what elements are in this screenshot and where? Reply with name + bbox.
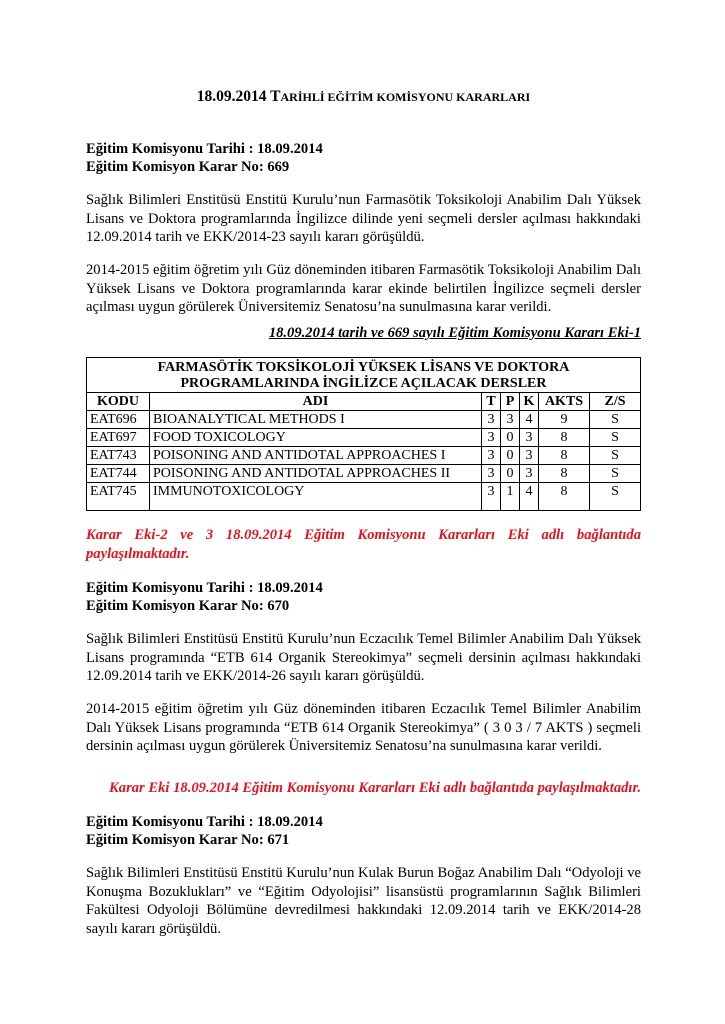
cell-p: 0 — [501, 447, 520, 465]
cell-zs: S — [590, 447, 641, 465]
cell-p: 0 — [501, 429, 520, 447]
paragraph-671-1: Sağlık Bilimleri Enstitüsü Enstitü Kurulu’nun Kulak Burun Boğaz Anabilim Dalı “Odyoloji ve Konuşma Bozuklukları” ve “Eğitim Odyolojisi” lisansüstü programlarının Sağlık Bilimleri Fakültesi Odyoloji Bölümüne devredilmesi hakkındaki 12.09.2014 tarih ve EKK/2014-28 sayılı kararı görüşüldü. — [86, 865, 641, 937]
table-heading-line2: PROGRAMLARINDA İNGİLİZCE AÇILACAK DERSLER — [180, 376, 547, 391]
cell-name: FOOD TOXICOLOGY — [150, 429, 482, 447]
cell-akts: 9 — [539, 411, 590, 429]
cell-zs: S — [590, 483, 641, 511]
col-zs: Z/S — [590, 393, 641, 411]
cell-code: EAT745 — [87, 483, 150, 511]
paragraph-670-2: 2014-2015 eğitim öğretim yılı Güz döneminden itibaren Eczacılık Temel Bilimler Anabilim Dalı Yüksek Lisans programında “ETB 614 Organik Stereokimya” ( 3 0 3 / 7 AKTS ) seçmeli dersinin açılması uygun görülerek Üniversitemiz Senatosu’na sunulmasına karar verildi. — [86, 701, 641, 754]
table-row — [87, 411, 641, 429]
red-note-670: Karar Eki 18.09.2014 Eğitim Komisyonu Kararları Eki adlı bağlantıda paylaşılmaktadır. — [109, 780, 641, 796]
red-note-annex-2-3: Karar Eki-2 ve 3 18.09.2014 Eğitim Komisyonu Kararları Eki adlı bağlantıda paylaşılmaktadır. — [86, 527, 641, 562]
cell-akts: 8 — [539, 465, 590, 483]
cell-zs: S — [590, 411, 641, 429]
cell-akts: 8 — [539, 429, 590, 447]
cell-code: EAT743 — [87, 447, 150, 465]
table-row — [87, 429, 641, 447]
table-heading-line1: FARMASÖTİK TOKSİKOLOJİ YÜKSEK LİSANS VE DOKTORA — [157, 360, 570, 375]
cell-code: EAT696 — [87, 411, 150, 429]
cell-t: 3 — [482, 411, 501, 429]
paragraph-670-1: Sağlık Bilimleri Enstitüsü Enstitü Kurulu’nun Eczacılık Temel Bilimler Anabilim Dalı Yüksek Lisans programında “ETB 614 Organik Stereokimya” seçmeli dersinin açılması hakkındaki 12.09.2014 tarih ve EKK/2014-26 sayılı kararı görüşüldü. — [86, 631, 641, 684]
cell-k: 3 — [520, 447, 539, 465]
col-k: K — [520, 393, 539, 411]
page-title — [86, 88, 641, 106]
courses-table — [86, 357, 641, 511]
table-header-row — [87, 393, 641, 411]
table-heading — [87, 358, 641, 393]
decision-number-669: Eğitim Komisyon Karar No: 669 — [86, 159, 290, 175]
cell-t: 3 — [482, 429, 501, 447]
cell-akts: 8 — [539, 483, 590, 511]
cell-akts: 8 — [539, 447, 590, 465]
meeting-date-670: Eğitim Komisyonu Tarihi : 18.09.2014 — [86, 580, 323, 596]
decision-number-670: Eğitim Komisyon Karar No: 670 — [86, 598, 290, 614]
col-akts: AKTS — [539, 393, 590, 411]
annex-reference-669: 18.09.2014 tarih ve 669 sayılı Eğitim Komisyonu Kararı Eki-1 — [268, 325, 641, 341]
decision-number-671: Eğitim Komisyon Karar No: 671 — [86, 832, 290, 848]
cell-t: 3 — [482, 483, 501, 511]
cell-k: 3 — [520, 465, 539, 483]
cell-code: EAT697 — [87, 429, 150, 447]
cell-t: 3 — [482, 465, 501, 483]
cell-zs: S — [590, 429, 641, 447]
title-main: 18.09.2014 T — [196, 88, 281, 105]
paragraph-669-2: 2014-2015 eğitim öğretim yılı Güz döneminden itibaren Farmasötik Toksikoloji Anabilim Dalı Yüksek Lisans ve Doktora programlarında karar ekinde belirtilen İngilizce seçmeli dersler açılması uygun görülerek Üniversitemiz Senatosu’na sunulmasına karar verildi. — [86, 262, 641, 315]
cell-p: 0 — [501, 465, 520, 483]
title-smallcaps: ARİHLİ EĞİTİM KOMİSYONU KARARLARI — [280, 90, 531, 104]
cell-code: EAT744 — [87, 465, 150, 483]
paragraph-669-1: Sağlık Bilimleri Enstitüsü Enstitü Kurulu’nun Farmasötik Toksikoloji Anabilim Dalı Yüksek Lisans ve Doktora programlarında İngilizce dilinde yeni seçmeli dersler açılması hakkındaki 12.09.2014 tarih ve EKK/2014-23 sayılı kararı görüşüldü. — [86, 192, 641, 245]
cell-k: 3 — [520, 429, 539, 447]
cell-name: POISONING AND ANTIDOTAL APPROACHES II — [150, 465, 482, 483]
cell-k: 4 — [520, 411, 539, 429]
col-kodu: KODU — [87, 393, 150, 411]
table-row — [87, 465, 641, 483]
col-p: P — [501, 393, 520, 411]
cell-p: 3 — [501, 411, 520, 429]
meeting-date-669: Eğitim Komisyonu Tarihi : 18.09.2014 — [86, 141, 323, 157]
cell-name: BIOANALYTICAL METHODS I — [150, 411, 482, 429]
cell-p: 1 — [501, 483, 520, 511]
col-adi: ADI — [150, 393, 482, 411]
cell-k: 4 — [520, 483, 539, 511]
cell-name: POISONING AND ANTIDOTAL APPROACHES I — [150, 447, 482, 465]
col-t: T — [482, 393, 501, 411]
table-row — [87, 483, 641, 511]
table-row — [87, 447, 641, 465]
cell-name: IMMUNOTOXICOLOGY — [150, 483, 482, 511]
cell-zs: S — [590, 465, 641, 483]
meeting-date-671: Eğitim Komisyonu Tarihi : 18.09.2014 — [86, 814, 323, 830]
cell-t: 3 — [482, 447, 501, 465]
